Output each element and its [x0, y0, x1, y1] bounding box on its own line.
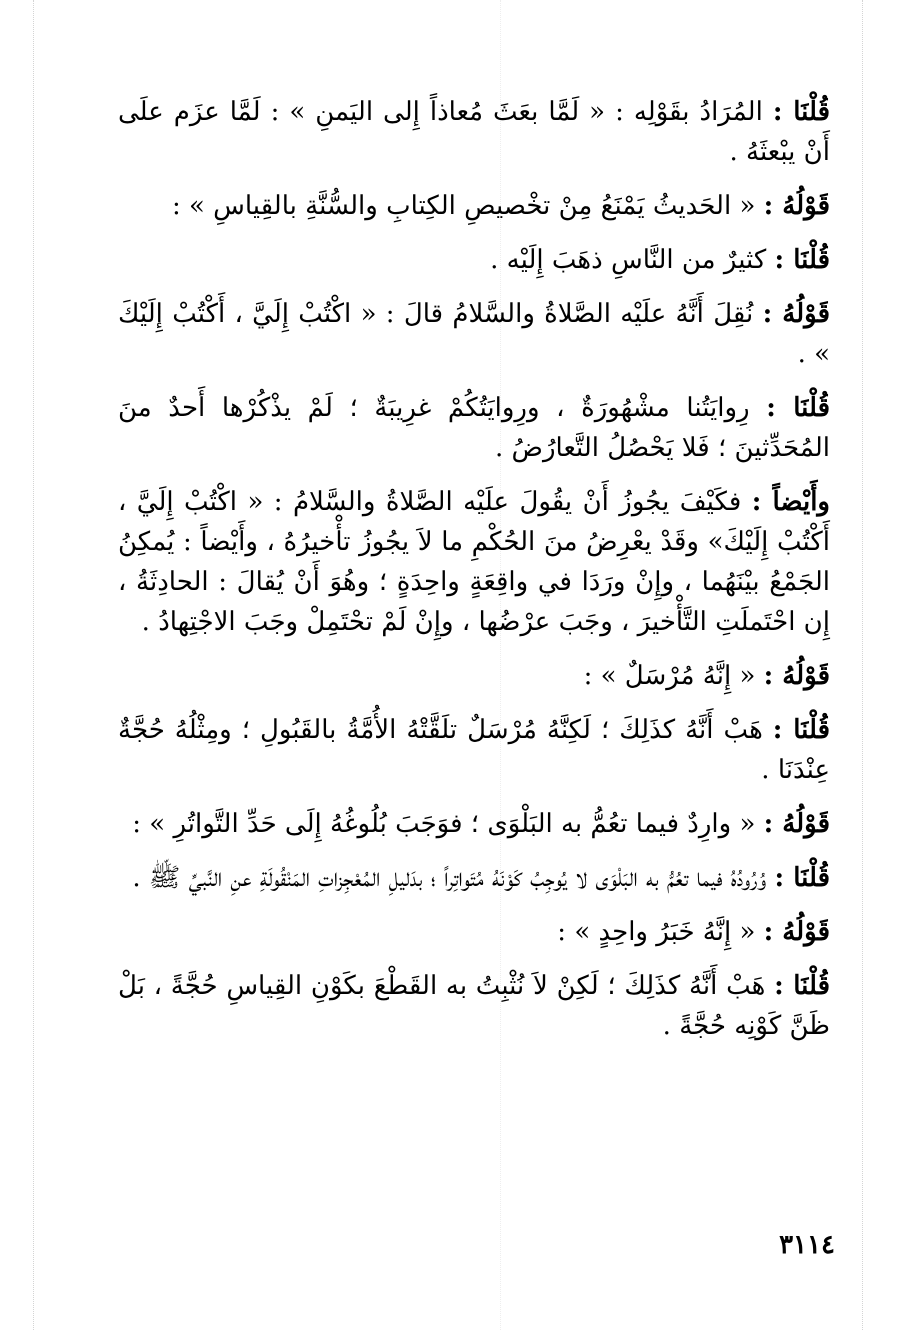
paragraph-text: وُرُودُهُ فيما تعُمُّ به البَلْوَى لا يُوجِبُ كَوْنَهُ مُتَواتِراً ؛ بدَليلِ المُعْجِزاتِ المَنْقُولَةِ عنِ النَّبيِّ ﷺ . — [132, 863, 775, 893]
paragraph-text: « وارِدٌ فيما تعُمُّ به البَلْوَى ؛ فوَجَبَ بُلُوغُهُ إِلَى حَدِّ التَّواتُرِ » : — [132, 809, 764, 839]
paragraph-8 — [118, 710, 830, 790]
paragraph-6 — [118, 482, 830, 642]
paragraph-10 — [118, 858, 830, 898]
paragraph-lead: قُلْنَا : — [774, 245, 830, 275]
paragraph-lead: قَوْلُهُ : — [763, 917, 830, 947]
paragraph-lead: قَوْلُهُ : — [763, 661, 830, 691]
paragraph-lead: وأَيْضاً : — [751, 487, 830, 517]
paragraph-lead: قُلْنَا : — [774, 971, 830, 1001]
paragraph-lead: قُلْنَا : — [772, 715, 830, 745]
page-number: ٣١١٤ — [779, 1230, 835, 1260]
scan-dotted-line-right — [862, 0, 864, 1330]
paragraph-3 — [118, 240, 830, 280]
paragraph-9 — [118, 804, 830, 844]
paragraph-text: كثيرٌ من النَّاسِ ذهَبَ إِلَيْه . — [490, 245, 775, 275]
paragraph-text: هَبْ أَنَّهُ كذَلِكَ ؛ لَكِنَّهُ مُرْسَلٌ تلَقَّتْهُ الأُمَّةُ بالقَبُولِ ؛ ومِثْلُهُ حُجَّةٌ عِنْدَنَا . — [118, 715, 830, 785]
paragraph-12 — [118, 966, 830, 1046]
paragraph-text: « الحَديثُ يَمْنَعُ مِنْ تخْصيصِ الكِتابِ والسُّنَّةِ بالقِياسِ » : — [171, 191, 764, 221]
paragraph-text: فكَيْفَ يجُوزُ أَنْ يقُولَ علَيْه الصَّلاةُ والسَّلامُ : « اكْتُبْ إِلَيَّ ، أَكْتُبْ إِلَيْكَ» وقَدْ يعْرِضُ منَ الحُكْمِ ما لاَ يجُوزُ تأْخيرُهُ ، وأَيْضاً : يُمكِنُ الجَمْعُ بيْنَهُما ، وإِنْ ورَدَا في واقِعَةٍ واحِدَةٍ ؛ وهُوَ أَنْ يُقالَ : الحادِثَةُ ، إِن احْتَملَتِ التَّأْخيرَ ، وجَبَ عرْضُها ، وإِنْ لَمْ تحْتَمِلْ وجَبَ الاجْتِهادُ . — [118, 487, 830, 637]
paragraph-lead: قُلْنَا : — [774, 863, 830, 893]
body-text — [118, 92, 830, 1060]
paragraph-text: هَبْ أَنَّهُ كذَلِكَ ؛ لَكِنْ لاَ نُثْبِتُ به القَطْعَ بكَوْنِ القِياسِ حُجَّةً ، بَلْ ظَنَّ كَوْنِه حُجَّةً . — [118, 971, 830, 1041]
paragraph-text: « إِنَّهُ مُرْسَلٌ » : — [583, 661, 764, 691]
paragraph-4 — [118, 294, 830, 374]
paragraph-1 — [118, 92, 830, 172]
paragraph-lead: قُلْنَا : — [766, 393, 830, 423]
paragraph-lead: قَوْلُهُ : — [762, 299, 830, 329]
paragraph-text: رِوايَتُنا مشْهُورَةٌ ، ورِوايَتُكُمْ غرِيبَةٌ ؛ لَمْ يذْكُرْها أَحدٌ منَ المُحَدِّثينَ ؛ فَلا يَحْصُلُ التَّعارُضُ . — [118, 393, 830, 463]
paragraph-lead: قَوْلُهُ : — [763, 809, 830, 839]
paragraph-text: المُرَادُ بقَوْلِه : « لَمَّا بعَثَ مُعاذاً إِلى اليَمنِ » : لَمَّا عزَم علَى أَنْ يبْعثَهُ . — [118, 97, 830, 167]
paragraph-11 — [118, 912, 830, 952]
paragraph-text: نُقِلَ أَنَّهُ علَيْه الصَّلاةُ والسَّلامُ قالَ : « اكْتُبْ إِلَيَّ ، أَكْتُبْ إِلَيْكَ » . — [118, 299, 830, 369]
paragraph-text: « إِنَّهُ خَبَرُ واحِدٍ » : — [557, 917, 764, 947]
scan-dotted-line-left — [33, 0, 35, 1330]
paragraph-lead: قُلْنَا : — [772, 97, 831, 127]
paragraph-lead: قَوْلُهُ : — [763, 191, 830, 221]
paragraph-2 — [118, 186, 830, 226]
paragraph-5 — [118, 388, 830, 468]
paragraph-7 — [118, 656, 830, 696]
